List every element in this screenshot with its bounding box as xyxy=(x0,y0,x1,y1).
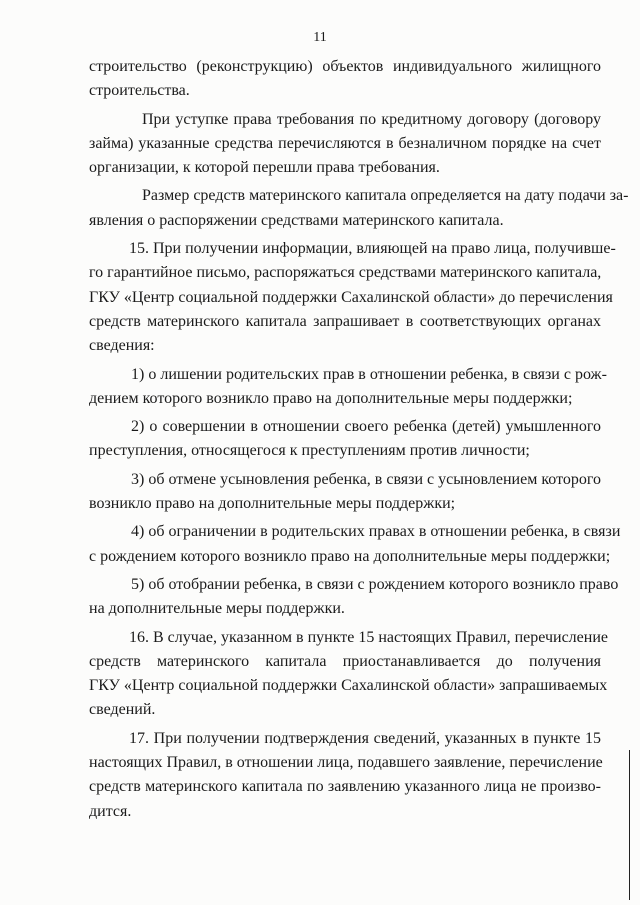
paragraph xyxy=(89,55,601,104)
text-line: 5) об отобрании ребенка, в связи с рождением которого возникло право xyxy=(131,575,619,593)
text-line: сведения: xyxy=(89,337,155,355)
text-line: дится. xyxy=(89,802,132,820)
text-line: преступления, относящегося к преступлениям против личности; xyxy=(89,442,530,460)
text-line: строительство (реконструкцию) объектов индивидуального жилищного xyxy=(89,58,601,75)
paragraph xyxy=(89,573,619,622)
paragraph xyxy=(89,468,601,517)
text-line: дением которого возникло право на дополнительные меры поддержки; xyxy=(89,389,573,407)
paragraph xyxy=(89,727,601,824)
text-line: возникло право на дополнительные меры поддержки; xyxy=(89,495,456,513)
text-line: средств материнского капитала приостанавливается до получения xyxy=(89,652,601,670)
text-line: строительства. xyxy=(89,82,190,100)
text-line: средств материнского капитала по заявлению указанного лица не произво- xyxy=(89,778,601,796)
text-line: с рождением которого возникло право на дополнительные меры поддержки; xyxy=(89,547,611,565)
text-line: 17. При получении подтверждения сведений, указанных в пункте 15 xyxy=(129,729,601,747)
document-body xyxy=(89,55,629,824)
text-line: сведений. xyxy=(89,701,156,719)
text-line: 16. В случае, указанном в пункте 15 настоящих Правил, перечисление xyxy=(129,628,608,646)
paragraph xyxy=(89,237,616,358)
paragraph xyxy=(89,363,607,412)
paragraph xyxy=(89,520,621,569)
text-line: 2) о совершении в отношении своего ребенка (детей) умышленного xyxy=(131,418,601,436)
text-line: займа) указанные средства перечисляются в безналичном порядке на счет xyxy=(89,134,601,152)
paragraph xyxy=(89,184,629,233)
paragraph xyxy=(89,415,601,464)
text-line: го гарантийное письмо, распоряжаться средствами материнского капитала, xyxy=(89,264,602,282)
text-line: 15. При получении информации, влияющей на право лица, получивше- xyxy=(129,240,616,258)
text-line: организации, к которой перешли права требования. xyxy=(89,159,440,177)
scan-edge-mark xyxy=(629,750,630,900)
text-line: 1) о лишении родительских прав в отношении ребенка, в связи с рож- xyxy=(131,365,607,383)
text-line: 3) об отмене усыновления ребенка, в связи с усыновлением которого xyxy=(131,470,602,488)
text-line: Размер средств материнского капитала определяется на дату подачи за- xyxy=(142,187,629,205)
text-line: на дополнительные меры поддержки. xyxy=(89,600,345,618)
text-line: 4) об ограничении в родительских правах в отношении ребенка, в связи xyxy=(131,523,621,541)
text-line: настоящих Правил, в отношении лица, подавшего заявление, перечисление xyxy=(89,754,603,772)
paragraph xyxy=(89,626,608,723)
text-line: явления о распоряжении средствами материнского капитала. xyxy=(89,211,504,229)
text-line: При уступке права требования по кредитному договору (договору xyxy=(142,110,601,128)
page-number: 11 xyxy=(313,30,327,45)
paragraph xyxy=(89,108,601,181)
text-line: ГКУ «Центр социальной поддержки Сахалинской области» до перечисления xyxy=(89,288,613,306)
text-line: ГКУ «Центр социальной поддержки Сахалинской области» запрашиваемых xyxy=(89,677,608,695)
text-line: средств материнского капитала запрашивает в соответствующих органах xyxy=(89,312,601,330)
